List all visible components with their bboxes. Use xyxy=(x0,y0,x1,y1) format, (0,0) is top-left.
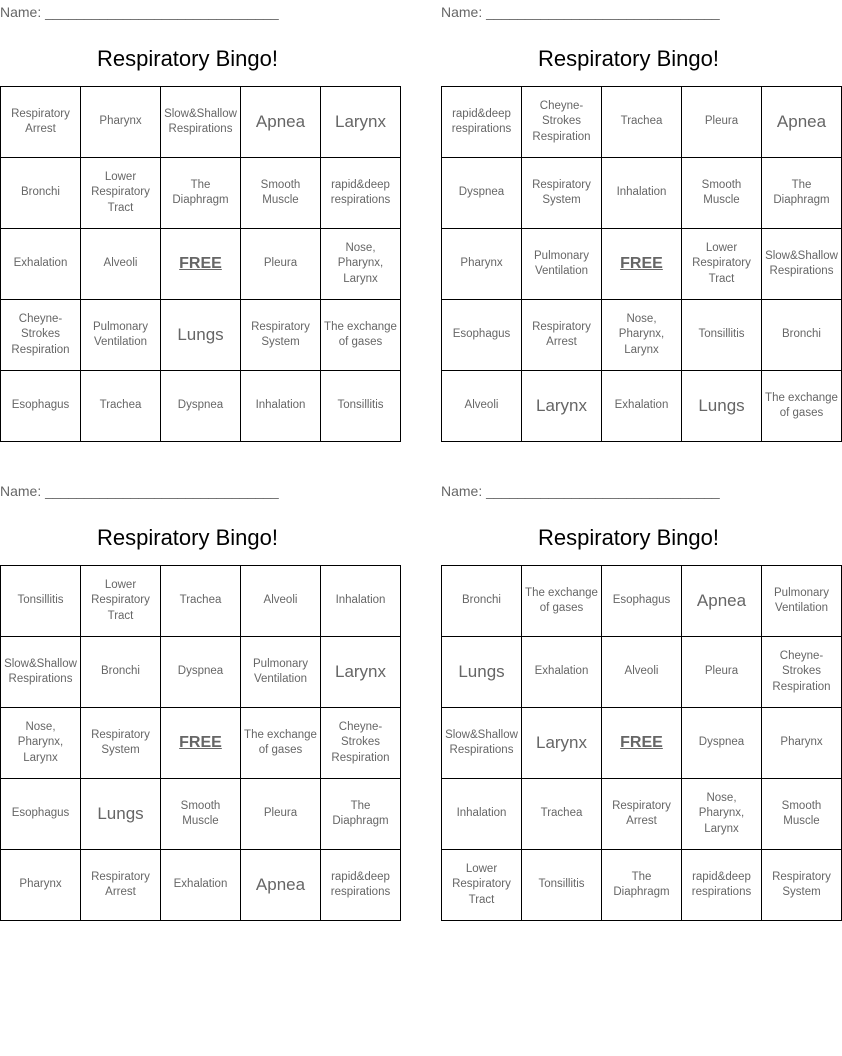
bingo-cell: Nose, Pharynx, Larynx xyxy=(682,779,762,850)
bingo-row xyxy=(442,87,842,158)
bingo-cell: The exchange of gases xyxy=(321,300,401,371)
bingo-cell: Apnea xyxy=(241,850,321,921)
bingo-cell: Respiratory Arrest xyxy=(81,850,161,921)
bingo-cell: Apnea xyxy=(682,566,762,637)
bingo-row xyxy=(442,850,842,921)
bingo-cell: Inhalation xyxy=(602,158,682,229)
bingo-row xyxy=(1,566,401,637)
bingo-cell: Bronchi xyxy=(442,566,522,637)
name-line: Name: ______________________________ xyxy=(0,483,279,499)
bingo-cell: Slow&Shallow Respirations xyxy=(442,708,522,779)
bingo-row xyxy=(442,158,842,229)
bingo-cell: Tonsillitis xyxy=(321,371,401,442)
bingo-cell: Esophagus xyxy=(442,300,522,371)
bingo-cell: Pharynx xyxy=(762,708,842,779)
bingo-cell: Inhalation xyxy=(321,566,401,637)
bingo-cell: The exchange of gases xyxy=(241,708,321,779)
bingo-row xyxy=(1,637,401,708)
bingo-cell: Pulmonary Ventilation xyxy=(241,637,321,708)
bingo-row xyxy=(442,637,842,708)
bingo-cell: Nose, Pharynx, Larynx xyxy=(1,708,81,779)
bingo-cell: Alveoli xyxy=(442,371,522,442)
bingo-cell: The Diaphragm xyxy=(321,779,401,850)
bingo-cell: Cheyne-Strokes Respiration xyxy=(321,708,401,779)
bingo-cell: Exhalation xyxy=(602,371,682,442)
bingo-row xyxy=(442,371,842,442)
free-space: FREE xyxy=(161,229,241,300)
bingo-cell: Lungs xyxy=(81,779,161,850)
bingo-cell: Dyspnea xyxy=(161,637,241,708)
bingo-cell: Pleura xyxy=(241,779,321,850)
bingo-cell: Nose, Pharynx, Larynx xyxy=(602,300,682,371)
bingo-cell: Nose, Pharynx, Larynx xyxy=(321,229,401,300)
bingo-cell: Exhalation xyxy=(161,850,241,921)
card-title: Respiratory Bingo! xyxy=(97,46,278,71)
bingo-cell: Slow&Shallow Respirations xyxy=(161,87,241,158)
bingo-cell: Lungs xyxy=(161,300,241,371)
bingo-cell: Esophagus xyxy=(1,371,81,442)
name-line: Name: ______________________________ xyxy=(441,4,720,20)
bingo-cell: Apnea xyxy=(241,87,321,158)
card-title: Respiratory Bingo! xyxy=(538,525,719,550)
bingo-cell: Pulmonary Ventilation xyxy=(522,229,602,300)
bingo-cell: Pharynx xyxy=(81,87,161,158)
bingo-cell: Tonsillitis xyxy=(1,566,81,637)
bingo-cell: The exchange of gases xyxy=(522,566,602,637)
bingo-cell: Pharynx xyxy=(1,850,81,921)
bingo-cell: Pleura xyxy=(682,637,762,708)
bingo-cell: Tonsillitis xyxy=(682,300,762,371)
bingo-row xyxy=(1,229,401,300)
bingo-cell: Pleura xyxy=(241,229,321,300)
bingo-cell: Respiratory System xyxy=(762,850,842,921)
bingo-row xyxy=(442,779,842,850)
bingo-cell: Pulmonary Ventilation xyxy=(81,300,161,371)
bingo-cell: Trachea xyxy=(81,371,161,442)
bingo-row xyxy=(442,300,842,371)
bingo-cell: Esophagus xyxy=(1,779,81,850)
bingo-grid xyxy=(441,565,842,921)
bingo-cell: Respiratory System xyxy=(81,708,161,779)
bingo-cell: Pulmonary Ventilation xyxy=(762,566,842,637)
bingo-cell: Lower Respiratory Tract xyxy=(81,158,161,229)
bingo-cell: Lungs xyxy=(682,371,762,442)
bingo-cell: Respiratory Arrest xyxy=(1,87,81,158)
bingo-row xyxy=(1,779,401,850)
bingo-grid xyxy=(0,86,401,442)
bingo-cell: Respiratory System xyxy=(241,300,321,371)
bingo-cell: The Diaphragm xyxy=(762,158,842,229)
bingo-cell: Slow&Shallow Respirations xyxy=(762,229,842,300)
bingo-cell: Alveoli xyxy=(241,566,321,637)
bingo-cell: The Diaphragm xyxy=(161,158,241,229)
bingo-cell: Exhalation xyxy=(1,229,81,300)
bingo-cell: rapid&deep respirations xyxy=(442,87,522,158)
name-line: Name: ______________________________ xyxy=(441,483,720,499)
bingo-cell: Smooth Muscle xyxy=(682,158,762,229)
bingo-cell: Dyspnea xyxy=(161,371,241,442)
bingo-row xyxy=(1,371,401,442)
bingo-cell: Apnea xyxy=(762,87,842,158)
bingo-cell: Alveoli xyxy=(81,229,161,300)
bingo-cell: Bronchi xyxy=(762,300,842,371)
bingo-cell: Dyspnea xyxy=(682,708,762,779)
bingo-cell: Inhalation xyxy=(442,779,522,850)
bingo-cell: Inhalation xyxy=(241,371,321,442)
bingo-cell: Larynx xyxy=(321,87,401,158)
bingo-row xyxy=(1,87,401,158)
bingo-cell: Bronchi xyxy=(1,158,81,229)
bingo-cell: Bronchi xyxy=(81,637,161,708)
bingo-cell: Smooth Muscle xyxy=(762,779,842,850)
bingo-cell: Cheyne-Strokes Respiration xyxy=(1,300,81,371)
bingo-cell: Trachea xyxy=(161,566,241,637)
bingo-cell: Smooth Muscle xyxy=(241,158,321,229)
bingo-cell: Larynx xyxy=(522,371,602,442)
bingo-cell: Larynx xyxy=(321,637,401,708)
bingo-cell: rapid&deep respirations xyxy=(321,850,401,921)
bingo-cell: Exhalation xyxy=(522,637,602,708)
bingo-cell: rapid&deep respirations xyxy=(321,158,401,229)
bingo-cell: Respiratory Arrest xyxy=(602,779,682,850)
bingo-cell: Tonsillitis xyxy=(522,850,602,921)
bingo-cell: Lower Respiratory Tract xyxy=(81,566,161,637)
bingo-cell: Esophagus xyxy=(602,566,682,637)
bingo-cell: Larynx xyxy=(522,708,602,779)
name-line: Name: ______________________________ xyxy=(0,4,279,20)
bingo-cell: Slow&Shallow Respirations xyxy=(1,637,81,708)
bingo-cell: Trachea xyxy=(522,779,602,850)
bingo-cell: Pleura xyxy=(682,87,762,158)
bingo-cell: Dyspnea xyxy=(442,158,522,229)
card-title: Respiratory Bingo! xyxy=(538,46,719,71)
bingo-cell: The Diaphragm xyxy=(602,850,682,921)
free-space: FREE xyxy=(602,229,682,300)
bingo-cell: The exchange of gases xyxy=(762,371,842,442)
bingo-row xyxy=(442,566,842,637)
bingo-cell: Cheyne-Strokes Respiration xyxy=(762,637,842,708)
bingo-row xyxy=(1,300,401,371)
bingo-cell: Respiratory System xyxy=(522,158,602,229)
bingo-row xyxy=(442,708,842,779)
card-title: Respiratory Bingo! xyxy=(97,525,278,550)
free-space: FREE xyxy=(161,708,241,779)
free-space: FREE xyxy=(602,708,682,779)
bingo-cell: Cheyne-Strokes Respiration xyxy=(522,87,602,158)
bingo-row xyxy=(442,229,842,300)
bingo-cell: Lower Respiratory Tract xyxy=(682,229,762,300)
bingo-cell: Lungs xyxy=(442,637,522,708)
bingo-row xyxy=(1,850,401,921)
bingo-cell: Pharynx xyxy=(442,229,522,300)
bingo-row xyxy=(1,708,401,779)
bingo-cell: rapid&deep respirations xyxy=(682,850,762,921)
bingo-cell: Trachea xyxy=(602,87,682,158)
bingo-cell: Lower Respiratory Tract xyxy=(442,850,522,921)
bingo-grid xyxy=(441,86,842,442)
bingo-cell: Respiratory Arrest xyxy=(522,300,602,371)
bingo-grid xyxy=(0,565,401,921)
bingo-cell: Smooth Muscle xyxy=(161,779,241,850)
bingo-row xyxy=(1,158,401,229)
bingo-cell: Alveoli xyxy=(602,637,682,708)
